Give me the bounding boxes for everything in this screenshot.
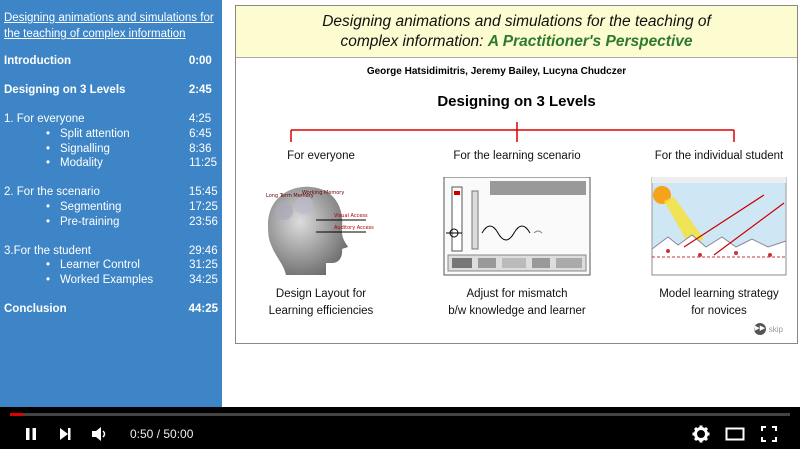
skip-button[interactable] [754, 323, 783, 335]
fullscreen-icon [761, 426, 777, 442]
column-student [634, 149, 800, 320]
chapter-time: 0:00 [188, 55, 212, 67]
chapter-time: 6:45 [189, 127, 212, 140]
caption-line-1: Design Layout for [275, 288, 367, 300]
chapter-item[interactable] [4, 244, 218, 259]
chapter-title: • Worked Examples [4, 273, 189, 288]
next-button[interactable] [48, 422, 82, 446]
player-controls [0, 422, 800, 446]
authors: George Hatsidimitris, Jeremy Bailey, Lucyna Chudczer [366, 66, 627, 77]
column-heading: For everyone [287, 150, 355, 162]
chapter-time: 2:45 [188, 84, 212, 97]
chapter-title: • Learner Control [4, 258, 189, 273]
header-line-2 [236, 32, 797, 52]
column-heading: For the learning scenario [453, 150, 581, 162]
chapter-time: 4:25 [188, 113, 212, 126]
skip-label: skip [768, 324, 783, 334]
progress-bar[interactable] [10, 413, 790, 416]
chapter-item[interactable] [4, 83, 218, 98]
chapter-title: Designing on 3 Levels [4, 84, 126, 97]
ltm-label: Long Term Memory [266, 193, 314, 199]
toc-spacer [4, 229, 218, 244]
column-scenario [432, 149, 602, 320]
toc-spacer [4, 69, 218, 84]
theater-mode-icon [725, 426, 745, 442]
column-heading: For the individual student [654, 150, 784, 162]
toc-spacer [4, 98, 218, 113]
chapter-title: Conclusion [4, 303, 67, 316]
progress-fill [10, 413, 23, 416]
pause-icon [23, 426, 39, 442]
chapter-sidebar [0, 0, 222, 407]
visual-access-label: Visual Access [334, 213, 368, 219]
chapter-title: 3.For the student [4, 244, 91, 257]
gear-icon [692, 425, 710, 443]
chapter-title: • Split attention [4, 127, 189, 142]
header-line-2-a: complex information: [340, 33, 484, 50]
chapter-time: 8:36 [189, 142, 212, 155]
header-line-2-b: A Practitioner's Perspective [487, 33, 693, 50]
chapter-item[interactable] [4, 302, 218, 317]
light-ray-simulation-image [644, 177, 794, 277]
tree-bracket [236, 122, 799, 144]
sidebar-title-link[interactable]: Designing animations and simulations for the teaching of complex information [4, 12, 214, 40]
chapter-item[interactable] [4, 142, 218, 157]
chapter-title: • Signalling [4, 142, 189, 157]
slide-header [236, 6, 797, 58]
slide-frame [235, 5, 798, 344]
chapter-item[interactable] [4, 200, 218, 215]
chapter-item[interactable] [4, 54, 218, 69]
chapter-time: 15:45 [188, 186, 218, 199]
fast-forward-icon: ▶▶ [754, 323, 766, 335]
wave-simulation-image [442, 177, 592, 277]
chapter-item[interactable] [4, 215, 218, 230]
column-everyone [236, 149, 406, 320]
chapter-item[interactable] [4, 185, 218, 200]
chapter-item[interactable] [4, 273, 218, 288]
chapter-time: 11:25 [189, 157, 218, 170]
chapter-title: Introduction [4, 55, 72, 67]
chapter-time: 31:25 [189, 259, 218, 272]
slide-title: Designing on 3 Levels [437, 93, 596, 110]
chapter-title: 1. For everyone [4, 113, 85, 126]
chapter-list [4, 54, 218, 317]
chapter-item[interactable] [4, 258, 218, 273]
chapter-item[interactable] [4, 127, 218, 142]
chapter-item[interactable] [4, 112, 218, 127]
chapter-time: 23:56 [189, 215, 218, 228]
caption-line-2: for novices [691, 305, 747, 317]
column-caption [236, 286, 406, 320]
volume-icon [90, 426, 108, 442]
chapter-title: • Pre-training [4, 215, 189, 230]
chapter-title: • Segmenting [4, 200, 189, 215]
settings-button[interactable] [684, 422, 718, 446]
auditory-access-label: Auditory Access [334, 225, 374, 231]
caption-line-1: Model learning strategy [659, 288, 779, 300]
head-diagram-image [246, 177, 396, 277]
column-caption [432, 286, 602, 320]
caption-line-2: Learning efficiencies [268, 305, 374, 317]
chapter-item[interactable] [4, 156, 218, 171]
chapter-time: 17:25 [189, 200, 218, 213]
chapter-time: 44:25 [188, 303, 218, 316]
chapter-title: 2. For the scenario [4, 186, 100, 199]
column-caption [634, 286, 800, 320]
pause-button[interactable] [14, 422, 48, 446]
video-player-bar [0, 407, 800, 449]
fullscreen-button[interactable] [752, 422, 786, 446]
chapter-time: 34:25 [189, 273, 218, 286]
time-display: 0:50 / 50:00 [130, 427, 194, 441]
header-line-1: Designing animations and simulations for the teaching of [322, 13, 711, 30]
caption-line-2: b/w knowledge and learner [448, 305, 586, 317]
chapter-time: 29:46 [188, 244, 218, 257]
chapter-title: • Modality [4, 156, 189, 171]
caption-line-1: Adjust for mismatch [466, 288, 568, 300]
theater-mode-button[interactable] [718, 422, 752, 446]
toc-spacer [4, 288, 218, 303]
volume-button[interactable] [82, 422, 116, 446]
wm-label: Working Memory [302, 190, 345, 196]
skip-next-icon [57, 426, 73, 442]
toc-spacer [4, 171, 218, 186]
